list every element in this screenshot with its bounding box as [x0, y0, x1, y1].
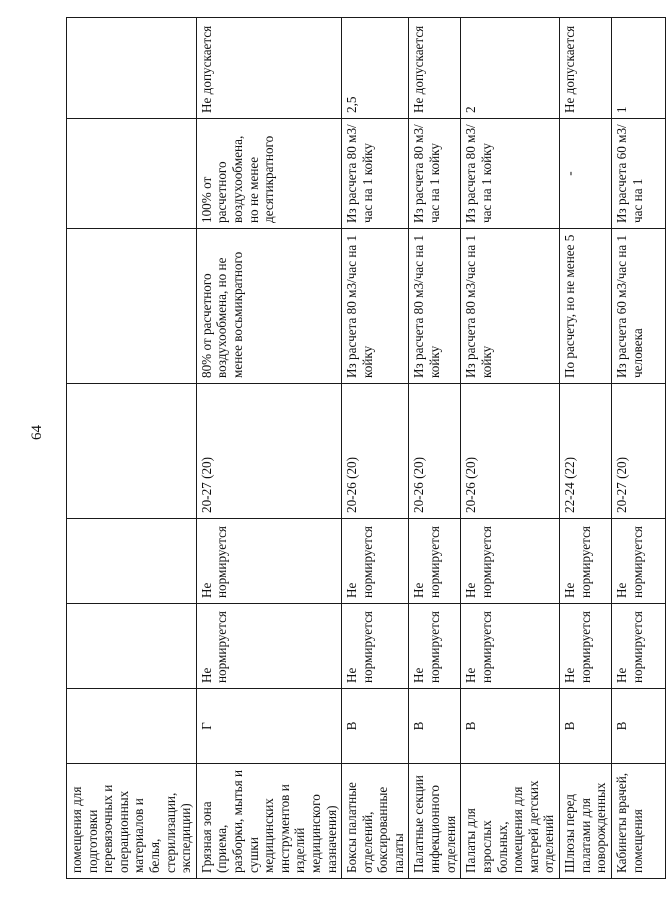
inflow-cell	[342, 229, 409, 384]
norm-cell	[342, 519, 409, 604]
norm-cell	[461, 519, 560, 604]
room-name-cell	[196, 764, 341, 879]
norm-cell	[196, 519, 341, 604]
rate-value: 2,5	[344, 96, 360, 113]
room-name-cell	[461, 764, 560, 879]
room-name-cell	[612, 764, 666, 879]
outflow-cell	[342, 119, 409, 229]
room-name: помещения для подготовки перевязочных и операционных материалов и белья, стерилизации, экспедиции)	[69, 784, 194, 873]
norm-cell	[612, 519, 666, 604]
temperature-value: 20-26 (20)	[411, 456, 427, 513]
temperature-value: 20-27 (20)	[614, 456, 630, 513]
outflow-cell	[409, 119, 461, 229]
norm-value: Не нормируется	[562, 611, 593, 683]
rate-value: 1	[614, 106, 630, 113]
inflow-value: Из расчета 80 м3/час на 1 койку	[463, 234, 495, 378]
rate-cell	[409, 18, 461, 119]
norm-value: Не нормируется	[344, 526, 375, 598]
cleanliness-class: Г	[198, 722, 214, 730]
inflow-cell	[196, 229, 341, 384]
cleanliness-class-cell	[342, 689, 409, 764]
cleanliness-class-cell	[196, 689, 341, 764]
norm-value: Не нормируется	[614, 611, 645, 683]
inflow-cell	[560, 229, 612, 384]
rate-cell	[612, 18, 666, 119]
room-name: Шлюзы перед палатами для новорожденных	[562, 782, 609, 873]
cleanliness-class-cell	[67, 689, 197, 764]
norm-value: Не нормируется	[198, 611, 230, 683]
inflow-value: Из расчета 80 м3/час на 1 койку	[411, 234, 443, 378]
norm-cell	[67, 604, 197, 689]
ventilation-norms-table	[66, 17, 666, 879]
table-row	[560, 18, 612, 879]
inflow-value: Из расчета 80 м3/час на 1 койку	[344, 234, 375, 378]
temperature-cell	[67, 384, 197, 519]
table-row	[461, 18, 560, 879]
norm-cell	[612, 604, 666, 689]
cleanliness-class: В	[344, 721, 360, 731]
room-name-cell	[342, 764, 409, 879]
rate-cell	[560, 18, 612, 119]
norm-cell	[409, 519, 461, 604]
rate-cell	[461, 18, 560, 119]
table-row	[196, 18, 341, 879]
inflow-value: Из расчета 60 м3/час на 1 человека	[614, 234, 645, 378]
outflow-value: -	[562, 171, 578, 176]
norm-value: Не нормируется	[463, 526, 495, 598]
norm-cell	[560, 604, 612, 689]
norm-cell	[196, 604, 341, 689]
cleanliness-class-cell	[612, 689, 666, 764]
page-number: 64	[29, 425, 45, 440]
rate-value: Не допускается	[411, 25, 427, 113]
room-name-cell	[409, 764, 461, 879]
temperature-cell	[560, 384, 612, 519]
cleanliness-class: В	[463, 721, 479, 731]
outflow-value: Из расчета 80 м3/час на 1 койку	[411, 124, 443, 223]
outflow-cell	[196, 119, 341, 229]
temperature-cell	[461, 384, 560, 519]
outflow-cell	[560, 119, 612, 229]
room-name: Грязная зона (приема, разборки, мытья и сушки медицинских инструментов и изделий медицинского назначения)	[198, 769, 339, 873]
outflow-value: 100% от расчетного воздухообмена, но не менее десятикратного	[198, 135, 277, 223]
norm-value: Не нормируется	[562, 526, 593, 598]
cleanliness-class-cell	[461, 689, 560, 764]
temperature-cell	[409, 384, 461, 519]
norm-value: Не нормируется	[411, 611, 443, 683]
norm-value: Не нормируется	[344, 611, 375, 683]
norm-cell	[342, 604, 409, 689]
norm-value: Не нормируется	[614, 526, 645, 598]
norm-value: Не нормируется	[198, 526, 230, 598]
room-name: Палатные секции инфекционного отделения	[411, 775, 458, 873]
room-name: Палаты для взрослых больных, помещения для матерей детских отделений	[463, 780, 557, 873]
cleanliness-class-cell	[560, 689, 612, 764]
cleanliness-class: В	[562, 721, 578, 731]
rate-value: Не допускается	[198, 25, 214, 113]
room-name: Кабинеты врачей, помещения	[614, 772, 645, 873]
norm-cell	[560, 519, 612, 604]
outflow-cell	[67, 119, 197, 229]
rate-value: 2	[463, 106, 479, 113]
temperature-value: 22-24 (22)	[562, 456, 578, 513]
inflow-cell	[612, 229, 666, 384]
outflow-value: Из расчета 60 м3/час на 1	[614, 124, 645, 223]
temperature-value: 20-27 (20)	[198, 456, 214, 513]
cleanliness-class-cell	[409, 689, 461, 764]
temperature-value: 20-26 (20)	[463, 456, 479, 513]
outflow-value: Из расчета 80 м3/час на 1 койку	[463, 124, 495, 223]
cleanliness-class: В	[411, 721, 427, 731]
temperature-cell	[196, 384, 341, 519]
temperature-value: 20-26 (20)	[344, 456, 360, 513]
rotated-table-wrapper	[66, 18, 645, 879]
temperature-cell	[612, 384, 666, 519]
table-row	[342, 18, 409, 879]
norm-cell	[67, 519, 197, 604]
inflow-cell	[67, 229, 197, 384]
table-row	[409, 18, 461, 879]
inflow-value: 80% от расчетного воздухообмена, но не менее восьмикратного	[198, 251, 245, 378]
rate-value: Не допускается	[562, 25, 578, 113]
outflow-cell	[612, 119, 666, 229]
inflow-cell	[409, 229, 461, 384]
rate-cell	[196, 18, 341, 119]
room-name-cell	[560, 764, 612, 879]
rate-cell	[67, 18, 197, 119]
cleanliness-class: В	[614, 721, 630, 731]
norm-cell	[409, 604, 461, 689]
temperature-cell	[342, 384, 409, 519]
room-name-cell	[67, 764, 197, 879]
inflow-cell	[461, 229, 560, 384]
outflow-value: Из расчета 80 м3/час на 1 койку	[344, 124, 375, 223]
norm-value: Не нормируется	[463, 611, 495, 683]
outflow-cell	[461, 119, 560, 229]
rate-cell	[342, 18, 409, 119]
table-row	[612, 18, 666, 879]
norm-value: Не нормируется	[411, 526, 443, 598]
norm-cell	[461, 604, 560, 689]
room-name: Боксы палатные отделений, боксированные палаты	[344, 782, 406, 873]
inflow-value: По расчету, но не менее 5	[562, 234, 578, 378]
table-row	[67, 18, 197, 879]
